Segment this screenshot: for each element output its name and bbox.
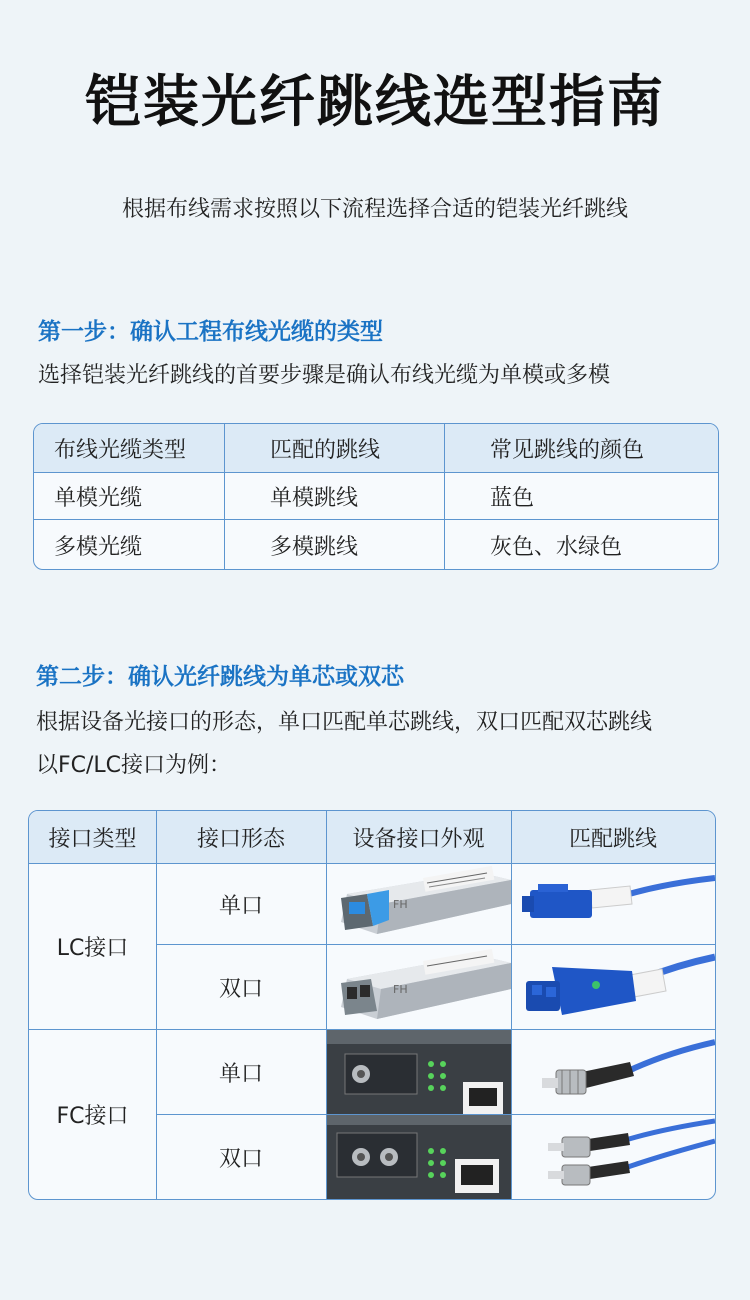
step2-desc-line2: 以FC/LC接口为例： (36, 753, 232, 778)
table-header-row (29, 811, 715, 864)
svg-text:FH: FH (393, 983, 408, 996)
lc-simplex-sfp-image (327, 864, 511, 944)
header-cell: 接口类型 (48, 826, 137, 852)
fc-single-port-device-image (327, 1030, 511, 1114)
header-cell: 布线光缆类型 (54, 437, 187, 463)
fc-simplex-patch-cord-image (512, 1030, 715, 1114)
column-divider (224, 424, 225, 569)
cable-type-table (33, 423, 719, 570)
table-row (34, 472, 718, 520)
interface-type-fc: FC接口 (56, 1104, 129, 1129)
lc-duplex-patch-cord-image (512, 945, 715, 1029)
interface-form: 双口 (218, 976, 263, 1002)
interface-form: 双口 (218, 1146, 263, 1172)
interface-form: 单口 (218, 1061, 263, 1087)
table-cell: 多模跳线 (270, 534, 359, 560)
step1-desc: 选择铠装光纤跳线的首要步骤是确认布线光缆为单模或多模 (38, 363, 611, 388)
lc-duplex-sfp-image (327, 945, 511, 1029)
page-title: 铠装光纤跳线选型指南 (85, 70, 665, 135)
table-cell: 灰色、水绿色 (490, 534, 623, 560)
svg-text:FH: FH (393, 898, 408, 911)
table-cell: 单模光缆 (54, 486, 143, 511)
table-cell: 蓝色 (490, 486, 535, 511)
header-cell: 匹配跳线 (568, 826, 657, 852)
header-cell: 设备接口外观 (352, 826, 485, 852)
column-divider (444, 424, 445, 569)
interface-form: 单口 (218, 893, 263, 919)
table-header-row (34, 424, 718, 472)
table-row (34, 519, 718, 570)
step2-title: 第二步：确认光纤跳线为单芯或双芯 (36, 664, 404, 690)
table-cell: 单模跳线 (270, 486, 359, 511)
step2-desc-line1: 根据设备光接口的形态，单口匹配单芯跳线，双口匹配双芯跳线 (36, 710, 653, 735)
interface-type-lc: LC接口 (56, 936, 129, 961)
fc-dual-port-device-image (327, 1115, 511, 1199)
interface-table (28, 810, 716, 1200)
step1-title: 第一步：确认工程布线光缆的类型 (38, 319, 383, 345)
table-cell: 多模光缆 (54, 534, 143, 560)
fc-duplex-patch-cord-image (512, 1115, 715, 1199)
header-cell: 接口形态 (196, 826, 285, 852)
header-cell: 常见跳线的颜色 (490, 437, 645, 463)
header-cell: 匹配的跳线 (270, 437, 381, 463)
lc-simplex-patch-cord-image (512, 864, 715, 944)
page-subtitle: 根据布线需求按照以下流程选择合适的铠装光纤跳线 (121, 197, 628, 222)
